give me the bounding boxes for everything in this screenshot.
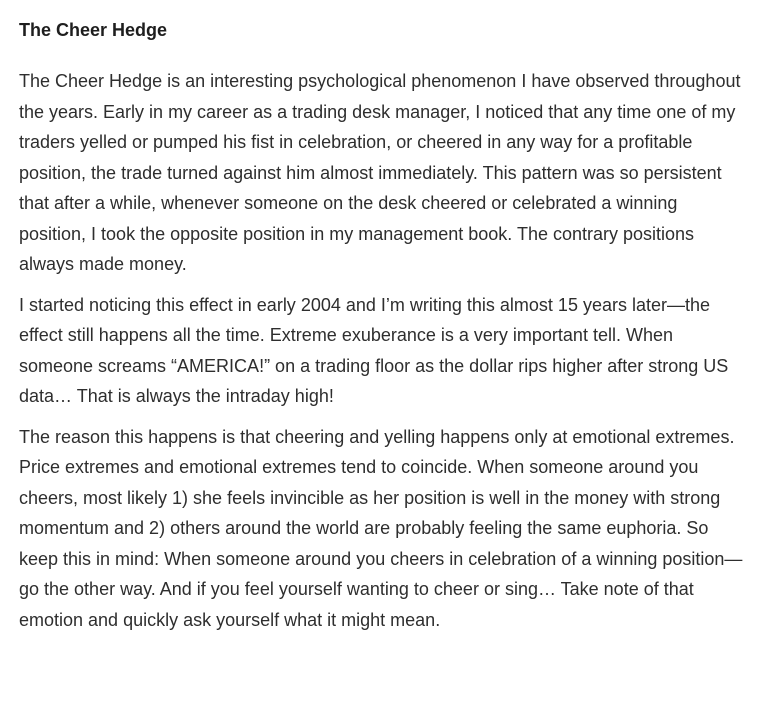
- article-paragraph: The Cheer Hedge is an interesting psychological phenomenon I have observed throughout the years. Early in my career as a trading desk manager, I noticed that any time one of my traders yelled or pumped his fist in celebration, or cheered in any way for a profitable position, the trade turned against him almost immediately. This pattern was so persistent that after a while, whenever someone on the desk cheered or celebrated a winning position, I took the opposite position in my management book. The contrary positions always made money.: [19, 71, 741, 274]
- article-paragraph: The reason this happens is that cheering and yelling happens only at emotional extremes. Price extremes and emotional extremes tend to coincide. When someone around you cheers, most likely 1) she feels invincible as her position is well in the money with strong momentum and 2) others around the world are probably feeling the same euphoria. So keep this in mind: When someone around you cheers in celebration of a winning position—go the other way. And if you feel yourself wanting to cheer or sing… Take note of that emotion and quickly ask yourself what it might mean.: [19, 426, 743, 630]
- article-title: The Cheer Hedge: [19, 20, 168, 40]
- article-paragraph: I started noticing this effect in early 2004 and I’m writing this almost 15 years later—the effect still happens all the time. Extreme exuberance is a very important tell. When someone screams “AMERICA!” on a trading floor as the dollar rips higher after strong US data… That is always the intraday high!: [19, 294, 729, 406]
